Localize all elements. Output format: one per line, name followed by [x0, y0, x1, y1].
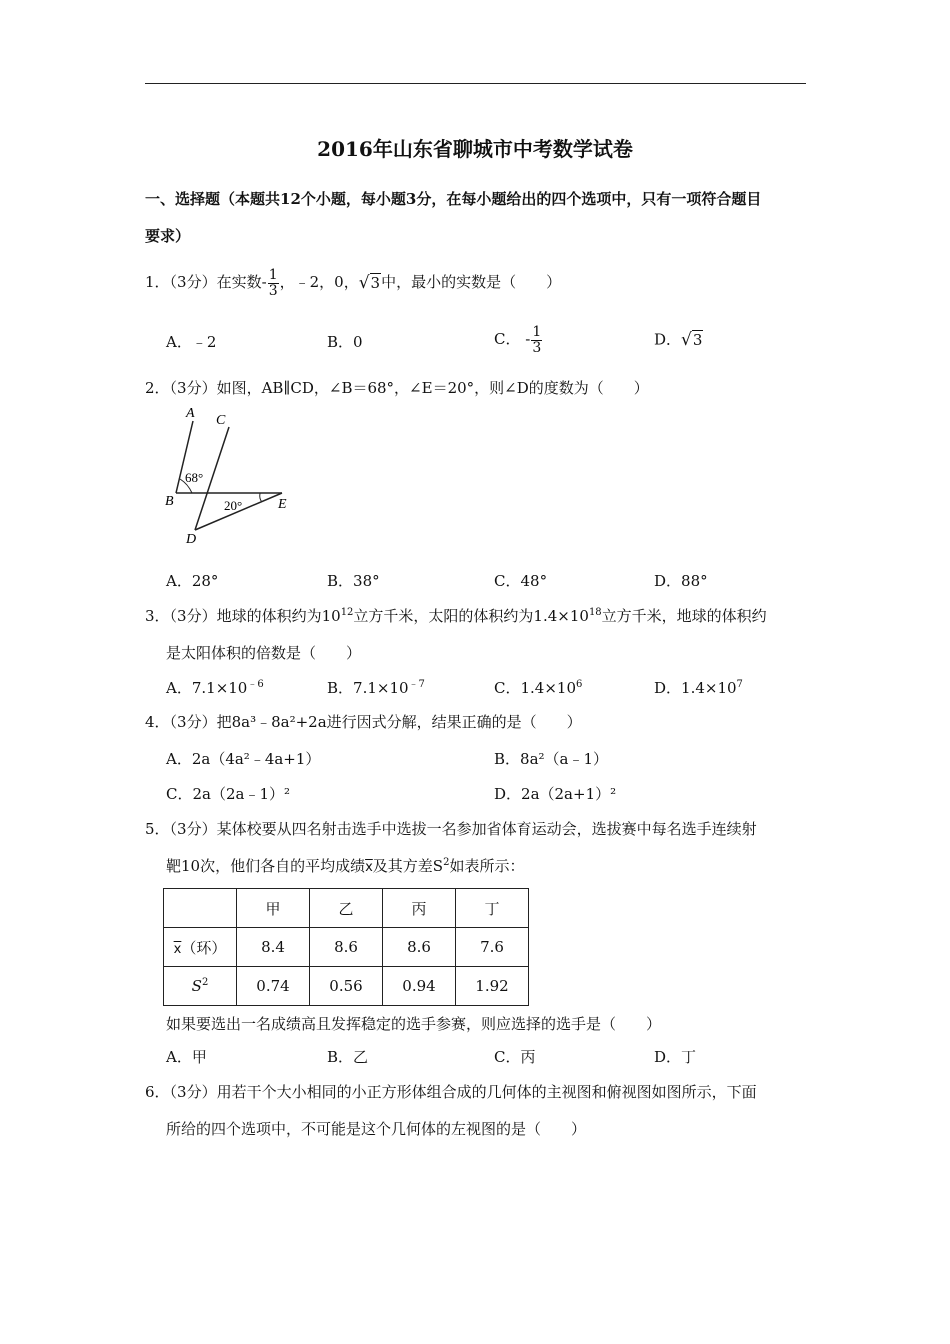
question-number: 3． — [145, 607, 170, 625]
option-c: C．48° — [494, 572, 548, 590]
table-row — [164, 967, 529, 1006]
angle-label-b: 68° — [185, 470, 204, 485]
option-d: D．88° — [654, 572, 708, 590]
question-6-cont: 所给的四个选项中，不可能是这个几何体的左视图的是（ ） — [166, 1120, 587, 1138]
question-number: 6． — [145, 1083, 170, 1101]
table-header-cell: 甲 — [237, 889, 310, 928]
question-5 — [145, 822, 757, 837]
question-6 — [145, 1085, 757, 1100]
option-label: D． — [654, 330, 682, 349]
question-text: 中，最小的实数是（ ） — [381, 273, 562, 292]
table-cell: 0.56 — [310, 967, 383, 1006]
exponent: ﹣6 — [247, 679, 264, 690]
fraction-denominator: 3 — [268, 282, 278, 299]
question-text: ，﹣2，0， — [279, 273, 359, 292]
label-a: A — [186, 406, 195, 421]
radicand: 3 — [370, 273, 381, 292]
score-table — [163, 888, 529, 1006]
minus-sign: - — [525, 330, 531, 349]
question-score: （3分） — [169, 273, 217, 292]
exponent: 18 — [588, 607, 602, 618]
table-cell: 0.74 — [237, 967, 310, 1006]
option-b: B．38° — [327, 572, 380, 590]
fraction-numerator: 1 — [532, 324, 542, 340]
exponent: 2 — [201, 977, 209, 988]
table-header-cell: 丙 — [383, 889, 456, 928]
question-1 — [145, 268, 561, 298]
option-c — [494, 681, 582, 696]
row-label-variance — [164, 967, 237, 1006]
question-text: 立方千米，太阳的体积约为1.4×10 — [353, 607, 589, 625]
option-a: A．甲 — [166, 1048, 207, 1066]
fraction — [531, 325, 542, 355]
unit-label: （环） — [181, 938, 227, 957]
label-d: D — [186, 532, 197, 547]
option-d: D．丁 — [654, 1048, 697, 1066]
variance-symbol: S — [191, 977, 202, 995]
angle-arc-e — [260, 493, 262, 502]
option-c — [494, 325, 543, 355]
question-text: 及其方差S — [372, 857, 444, 875]
fraction-denominator: 3 — [532, 339, 542, 356]
option-text: D．1.4×10 — [654, 679, 737, 697]
question-text: 立方千米，地球的体积约 — [601, 607, 767, 625]
option-d — [654, 332, 703, 349]
question-score: （3分） — [169, 607, 217, 625]
question-text: 如图，AB∥CD，∠B＝68°，∠E＝20°，则∠D的度数为（ ） — [216, 379, 649, 397]
mean-symbol: $\overline{x}$ — [365, 860, 373, 875]
option-b: B．0 — [327, 333, 363, 351]
table-cell: 7.6 — [456, 928, 529, 967]
label-b: B — [165, 494, 174, 509]
question-number: 5． — [145, 820, 170, 838]
question-score: （3分） — [169, 1083, 217, 1101]
section-heading: 一、选择题（本题共12个小题，每小题3分，在每小题给出的四个选项中，只有一项符合题目 — [145, 190, 762, 208]
option-b — [327, 681, 425, 696]
table-header-cell: 乙 — [310, 889, 383, 928]
table-cell: 8.6 — [383, 928, 456, 967]
option-a: A．2a（4a²﹣4a+1） — [166, 750, 321, 768]
question-text: 在实数 — [216, 273, 262, 292]
option-d — [654, 681, 743, 696]
exponent: 12 — [340, 607, 354, 618]
question-score: （3分） — [169, 820, 217, 838]
option-c: C．2a（2a﹣1）² — [166, 785, 291, 803]
label-e: E — [278, 497, 287, 512]
question-3 — [145, 609, 767, 624]
radicand: 3 — [692, 331, 703, 349]
question-score: （3分） — [169, 379, 217, 397]
option-a: A．28° — [166, 572, 219, 590]
table-cell: 1.92 — [456, 967, 529, 1006]
question-5-after: 如果要选出一名成绩高且发挥稳定的选手参赛，则应选择的选手是（ ） — [166, 1015, 662, 1033]
question-score: （3分） — [169, 713, 217, 731]
table-header-row — [164, 889, 529, 928]
question-5-cont — [166, 859, 524, 874]
square-root: √3 — [681, 330, 703, 350]
option-text: B．7.1×10 — [327, 679, 409, 697]
option-text: C．1.4×10 — [494, 679, 576, 697]
exponent: 7 — [736, 679, 743, 690]
label-c: C — [216, 413, 226, 428]
question-number: 4． — [145, 713, 170, 731]
page-title: 2016年山东省聊城市中考数学试卷 — [317, 137, 633, 161]
table-cell: 8.4 — [237, 928, 310, 967]
section-heading-cont: 要求） — [145, 227, 191, 245]
table-header-cell: 丁 — [456, 889, 529, 928]
question-text: 如表所示： — [449, 857, 525, 875]
option-label: C． — [494, 330, 521, 349]
option-d: D．2a（2a+1）² — [494, 785, 617, 803]
option-b: B．8a²（a﹣1） — [494, 750, 609, 768]
fraction — [268, 268, 279, 298]
table-cell: 0.94 — [383, 967, 456, 1006]
square-root: √3 — [358, 272, 381, 293]
question-text: 把8a³﹣8a²+2a进行因式分解，结果正确的是（ ） — [216, 713, 582, 731]
exponent: 6 — [576, 679, 583, 690]
option-text: A．7.1×10 — [166, 679, 248, 697]
question-4 — [145, 715, 582, 730]
exponent: 2 — [443, 857, 450, 868]
option-c: C．丙 — [494, 1048, 536, 1066]
table-row — [164, 928, 529, 967]
mean-symbol: $\overline{x}$ — [173, 941, 182, 957]
question-text: 某体校要从四名射击选手中选拔一名参加省体育运动会，选拔赛中每名选手连续射 — [216, 820, 757, 838]
question-number: 2． — [145, 379, 170, 397]
row-label-mean — [164, 928, 237, 967]
question-2 — [145, 381, 649, 396]
option-b: B．乙 — [327, 1048, 369, 1066]
question-text: 用若干个大小相同的小正方形体组合成的几何体的主视图和俯视图如图所示，下面 — [216, 1083, 757, 1101]
table-cell: 8.6 — [310, 928, 383, 967]
question-number: 1． — [145, 273, 170, 292]
option-a: A．﹣2 — [166, 333, 217, 351]
minus-sign: - — [261, 273, 267, 292]
question-text: 地球的体积约为10 — [216, 607, 341, 625]
question-text: 靶10次，他们各自的平均成绩 — [166, 857, 366, 875]
geometry-figure — [160, 405, 300, 550]
option-a — [166, 681, 264, 696]
table-header-cell — [164, 889, 237, 928]
header-rule — [145, 83, 806, 84]
exponent: ﹣7 — [408, 679, 425, 690]
question-3-cont: 是太阳体积的倍数是（ ） — [166, 644, 362, 662]
fraction-numerator: 1 — [268, 267, 278, 283]
angle-label-e: 20° — [224, 498, 243, 513]
